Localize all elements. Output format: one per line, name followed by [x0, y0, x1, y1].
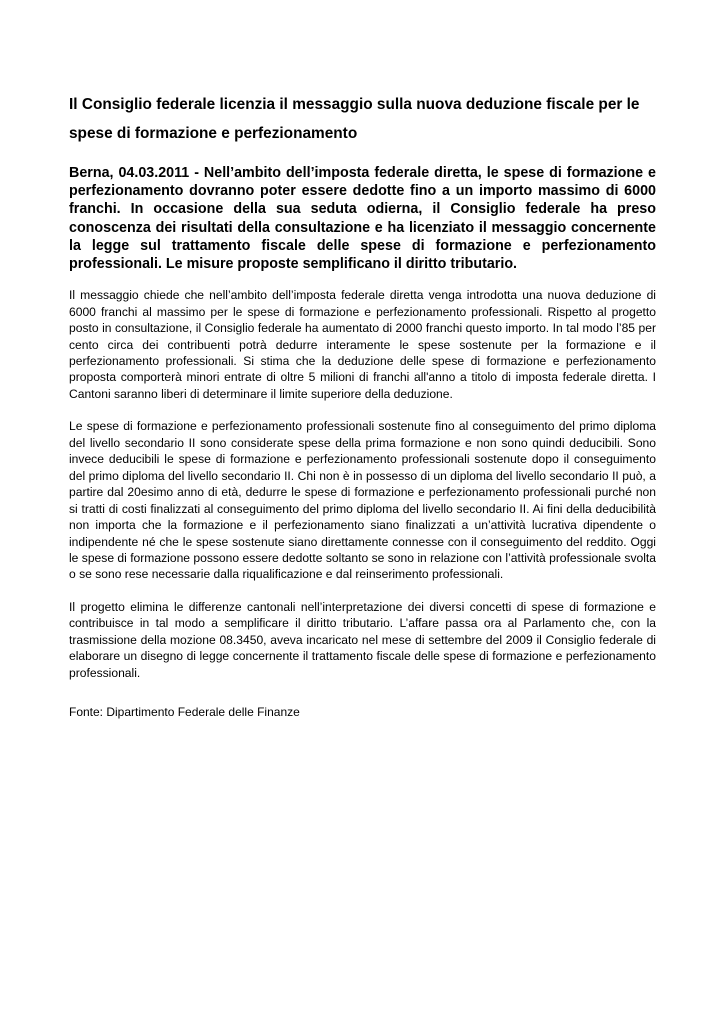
- source-note: Fonte: Dipartimento Federale delle Finanze: [69, 705, 300, 720]
- body-paragraph-1: Il messaggio chiede che nell’ambito dell’imposta federale diretta venga introdotta una nuova deduzione di 6000 franchi al massimo per le spese di formazione e perfezionamento professionali. Rispetto al progetto posto in consultazione, il Consiglio federale ha aumentato di 2000 franchi questo importo. In tal modo l’85 per cento circa dei contribuenti potrà dedurre interamente le spese sostenute per la formazione e il perfezionamento professionali. Si stima che la deduzione delle spese di formazione e perfezionamento proposta comporterà minori entrate di oltre 5 milioni di franchi all'anno a titolo di imposta federale diretta. I Cantoni saranno liberi di determinare il limite superiore della deduzione.: [69, 288, 656, 401]
- body-paragraph-3: Il progetto elimina le differenze cantonali nell’interpretazione dei diversi concetti di spese di formazione e contribuisce in tal modo a semplificare il diritto tributario. L’affare passa ora al Parlamento che, con la trasmissione della mozione 08.3450, aveva incaricato nel mese di settembre del 2009 il Consiglio federale di elaborare un disegno di legge concernente il trattamento fiscale delle spese di formazione e perfezionamento professionali.: [69, 599, 656, 680]
- document-page: [69, 90, 656, 720]
- document-title: Il Consiglio federale licenzia il messaggio sulla nuova deduzione fiscale per le spese di formazione e perfezionamento: [69, 96, 640, 142]
- body-paragraph-2: Le spese di formazione e perfezionamento professionali sostenute fino al conseguimento del primo diploma del livello secondario II sono considerate spese della prima formazione e non sono quindi deducibili. Sono invece deducibili le spese di formazione e perfezionamento professionali sostenute dopo il conseguimento del primo diploma del livello secondario II. Chi non è in possesso di un diploma del livello secondario II può, a partire dal 20esimo anno di età, dedurre le spese di formazione e perfezionamento professionali purché non si tratti di costi finalizzati al conseguimento del primo diploma del livello secondario II. Ai fini della deducibilità non importa che la formazione e il perfezionamento siano finalizzati a un’attività lucrativa dipendente o indipendente né che le spese sostenute siano direttamente connesse con il conseguimento del reddito. Oggi le spese di formazione possono essere dedotte soltanto se sono in relazione con l’attività professionale svolta o se sono rese necessarie dalla riqualificazione e dal reinserimento professionali.: [69, 419, 656, 582]
- lead-paragraph: Berna, 04.03.2011 - Nell’ambito dell’imposta federale diretta, le spese di formazione e perfezionamento dovranno poter essere dedotte fino a un importo massimo di 6000 franchi. In occasione della sua seduta odierna, il Consiglio federale ha preso conoscenza dei risultati della consultazione e ha licenziato il messaggio concernente la legge sul trattamento fiscale delle spese di formazione e perfezionamento professionali. Le misure proposte semplificano il diritto tributario.: [69, 165, 656, 273]
